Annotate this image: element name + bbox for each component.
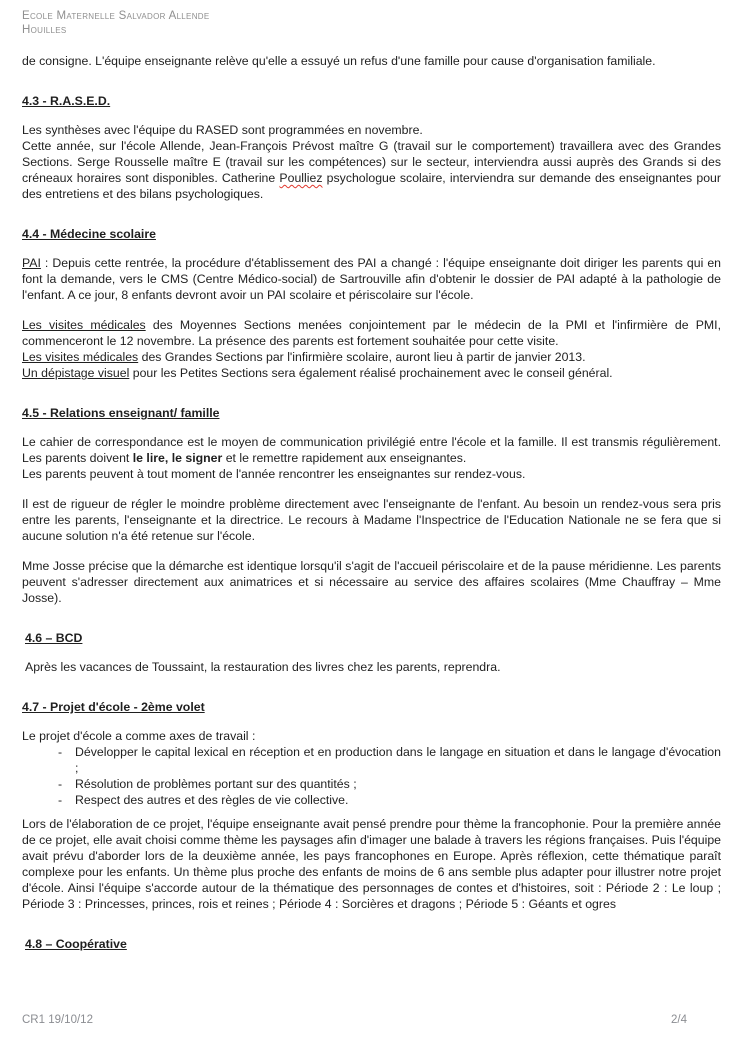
text-run: Cette année, sur l'école Allende, Jean-François Prévost maître G (travail sur le comportement) travaillera avec des Grandes Sections. Serge Rousselle maître E (travail sur les compétences) sur le secteur, interviendra aussi auprès des Grands si des créneaux horaires sont disponibles. Catherine [22,139,721,185]
text-run: : Depuis cette rentrée, la procédure d'établissement des PAI a changé : l'équipe enseignante doit diriger les parents qui en font la demande, vers le CMS (Centre Médico-social) de Sartrouville afin d'obtenir le dossier de PAI adapté à la pathologie de l'enfant. A ce jour, 8 enfants devront avoir un PAI scolaire et périscolaire sur l'école. [22,256,721,302]
section-heading [22,699,721,715]
section-heading [22,226,721,242]
footer-reference: CR1 19/10/12 [22,1014,93,1026]
list-item [22,792,721,808]
text-run: PAI [22,256,41,270]
text-run: Lors de l'élaboration de ce projet, l'équipe enseignante avait pensé prendre pour thème la francophonie. Pour la première année de ce projet, elle avait choisi comme thème les paysages afin d'imager une balade à travers les régions françaises. Puis l'équipe avait prévu d'aborder lors de la deuxième année, les pays francophones en Europe. Après réflexion, cette thématique paraît complexe pour les enfants. Un thème plus proche des enfants de moins de 6 ans semble plus adapter pour illustrer notre projet d'école. Ainsi l'équipe s'accorde autour de la thématique des personnages de contes et d'histoires, soit : Période 2 : Le loup ; Période 3 : Princesses, princes, rois et reines ; Période 4 : Sorcières et dragons ; Période 5 : Géants et ogres [22,817,721,911]
text-run: Il est de rigueur de régler le moindre problème directement avec l'enseignante de l'enfant. Au besoin un rendez-vous sera pris entre les parents, l'enseignante et la directrice. Le recours à Madame l'Inspectrice de l'Education Nationale ne se fera que si aucune solution n'a été retenue sur l'école. [22,497,721,543]
dash-list [22,744,721,808]
text-run: Les visites médicales [22,350,139,364]
text-run: psychologue scolaire, interviendra sur demande des enseignantes pour des entretiens et des bilans psychologiques. [22,171,721,201]
paragraph [22,434,721,482]
paragraph [22,816,721,912]
text-run: 4.3 - R.A.S.E.D. [22,94,111,108]
paragraph [22,728,721,744]
paragraph [22,558,721,606]
list-item [22,776,721,792]
paragraph [22,317,721,381]
page-number: 2/4 [671,1014,687,1026]
section-heading [22,630,721,646]
text-run: Le cahier de correspondance est le moyen de communication privilégié entre l'école et la famille. Il est transmis régulièrement. Les parents doivent [22,435,721,465]
section-heading [22,405,721,421]
text-run: Un dépistage visuel [22,366,130,380]
text-run: Résolution de problèmes portant sur des quantités ; [75,777,357,791]
text-run: des Grandes Sections par l'infirmière scolaire, auront lieu à partir de janvier 2013. [138,350,586,364]
text-run: 4.7 - Projet d'école - 2ème volet [22,700,205,714]
text-run: 4.5 - Relations enseignant/ famille [22,406,220,420]
text-run: Les parents peuvent à tout moment de l'année rencontrer les enseignantes sur rendez-vous. [22,467,526,481]
section-heading [22,93,721,109]
text-run: et le remettre rapidement aux enseignantes. [222,451,467,465]
text-run: Mme Josse précise que la démarche est identique lorsqu'il s'agit de l'accueil périscolaire et de la pause méridienne. Les parents peuvent s'adresser directement aux animatrices et si nécessaire au service des affaires scolaires (Mme Chauffray – Mme Josse). [22,559,721,605]
text-run: Le projet d'école a comme axes de travail : [22,729,256,743]
text-run: Après les vacances de Toussaint, la restauration des livres chez les parents, reprendra. [25,660,501,674]
text-run: 4.8 – Coopérative [25,937,127,951]
letterhead [22,0,721,37]
paragraph [22,255,721,303]
document-content [22,53,721,952]
paragraph [22,659,721,675]
text-run: pour les Petites Sections sera également réalisé prochainement avec le conseil général. [129,366,613,380]
text-run: Respect des autres et des règles de vie collective. [75,793,349,807]
text-run: 4.6 – BCD [25,631,83,645]
text-run: le lire, le signer [132,451,223,465]
school-city: Houilles [22,24,67,36]
text-run: de consigne. L'équipe enseignante relève qu'elle a essuyé un refus d'une famille pour cause d'organisation familiale. [22,54,656,68]
text-run: Les visites médicales [22,318,146,332]
text-run: des Moyennes Sections menées conjointement par le médecin de la PMI et l'infirmière de PMI, commenceront le 12 novembre. La présence des parents est fortement souhaitée pour cette visite. [22,318,721,348]
school-name: Ecole Maternelle Salvador Allende [22,10,210,22]
page-footer [22,1013,743,1027]
misspelled-word: Poulliez [279,171,323,185]
paragraph [22,122,721,202]
list-item [22,744,721,776]
paragraph [22,496,721,544]
paragraph [22,53,721,69]
text-run: Les synthèses avec l'équipe du RASED sont programmées en novembre. [22,123,423,137]
text-run: Développer le capital lexical en réception et en production dans le langage en situation et dans le langage d'évocation ; [75,745,721,775]
text-run: 4.4 - Médecine scolaire [22,227,156,241]
section-heading [22,936,721,952]
